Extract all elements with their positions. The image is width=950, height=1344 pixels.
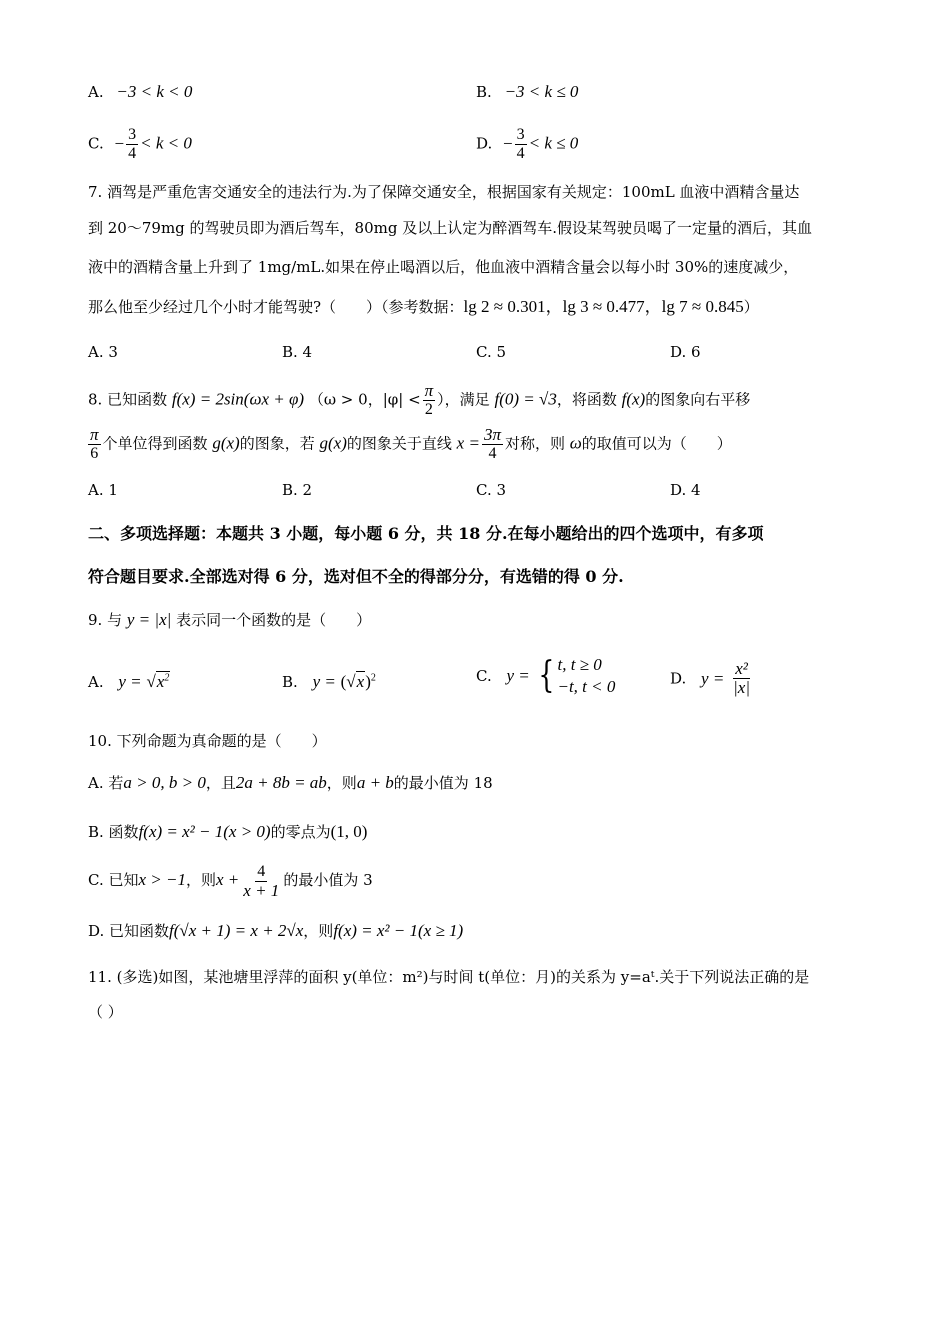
q6-option-d: D. − $\frac{3}{4}$ < k ≤ 0 <box>476 126 579 162</box>
q10-option-c: C. 已知x > −1，则x + $\frac{4}{x + 1}$ 的最小值为 3 <box>88 862 373 900</box>
reference-data: lg 2 ≈ 0.301，lg 3 ≈ 0.477，lg 7 ≈ 0.845 <box>463 297 744 316</box>
q7-option-b: B. 4 <box>282 343 313 361</box>
q6-option-b: B. −3 < k ≤ 0 <box>476 82 579 101</box>
fraction: $\frac{3}{4}$ <box>128 126 137 162</box>
q10-option-b: B. 函数f(x) = x² − 1(x > 0)的零点为(1, 0) <box>88 822 368 841</box>
q9-option-d: D. y = $\frac{\text{x²}}{|x|}$ <box>670 659 751 697</box>
q9-option-c: C. y = { t, t ≥ 0 −t, t < 0 <box>476 655 616 696</box>
q8-option-d: D. 4 <box>670 481 701 499</box>
q9-stem: 9. 与 y = |x| 表示同一个函数的是（ ） <box>88 610 372 629</box>
section-2-heading-line-2: 符合题目要求.全部选对得 6 分，选对但不全的得部分分，有选错的得 0 分. <box>88 567 624 586</box>
q7-line-3: 液中的酒精含量上升到了 1mg/mL.如果在停止喝酒以后，他血液中酒精含量会以每小时 30%的速度减少， <box>88 258 799 276</box>
q8-line-2: $\frac{\pi}{6}$ 个单位得到函数 g(x)的图象，若 g(x)的图象关于直线 x = $\frac{3\pi}{4}$ 对称，则 ω的取值可以为（ ） <box>90 425 732 462</box>
q7-line-1: 7. 酒驾是严重危害交通安全的违法行为.为了保障交通安全，根据国家有关规定：100mL 血液中酒精含量达 <box>88 183 800 201</box>
section-2-heading-line-1: 二、多项选择题：本题共 3 小题，每小题 6 分，共 18 分.在每小题给出的四个选项中，有多项 <box>88 524 764 543</box>
q7-line-4: 那么他至少经过几个小时才能驾驶?（ ）（参考数据：lg 2 ≈ 0.301，lg 3 ≈ 0.477，lg 7 ≈ 0.845） <box>88 297 759 316</box>
q9-option-b: B. $y = (√x)^2$ <box>282 672 376 691</box>
q7-line-2: 到 20～79mg 的驾驶员即为酒后驾车，80mg 及以上认定为醉酒驾车.假设某驾驶员喝了一定量的酒后，其血 <box>88 219 812 237</box>
q7-option-a: A. 3 <box>88 343 118 361</box>
q7-option-c: C. 5 <box>476 343 507 361</box>
q8-option-b: B. 2 <box>282 481 313 499</box>
q10-stem: 10. 下列命题为真命题的是（ ） <box>88 732 327 750</box>
q10-option-a: A. 若a > 0, b > 0，且2a + 8b = ab，则a + b的最小值为 18 <box>88 773 493 792</box>
q8-option-c: C. 3 <box>476 481 507 499</box>
q9-option-a: A. $y = √x^2$ <box>88 672 170 691</box>
q11-line-2: （ ） <box>88 1003 123 1021</box>
q6-option-a: A. −3 < k < 0 <box>88 82 193 101</box>
fraction: $\frac{3}{4}$ <box>516 126 525 162</box>
q8-option-a: A. 1 <box>88 481 118 499</box>
q8-line-1: 8. 已知函数 f(x) = 2sin(ωx + φ) （ω > 0，|φ| < $\frac{\pi}{2}$ ），满足 f(0) = √3，将函数 f(x)的图象向右平移 <box>88 381 751 418</box>
q10-option-d: D. 已知函数f(√x + 1) = x + 2√x，则f(x) = x² − 1(x ≥ 1) <box>88 921 464 940</box>
q11-line-1: 11. (多选)如图，某池塘里浮萍的面积 y(单位：m²)与时间 t(单位：月)的关系为 y=aᵗ.关于下列说法正确的是 <box>88 968 810 986</box>
q6-option-c: C. − $\frac{3}{4}$ < k < 0 <box>88 126 192 162</box>
q7-option-d: D. 6 <box>670 343 701 361</box>
